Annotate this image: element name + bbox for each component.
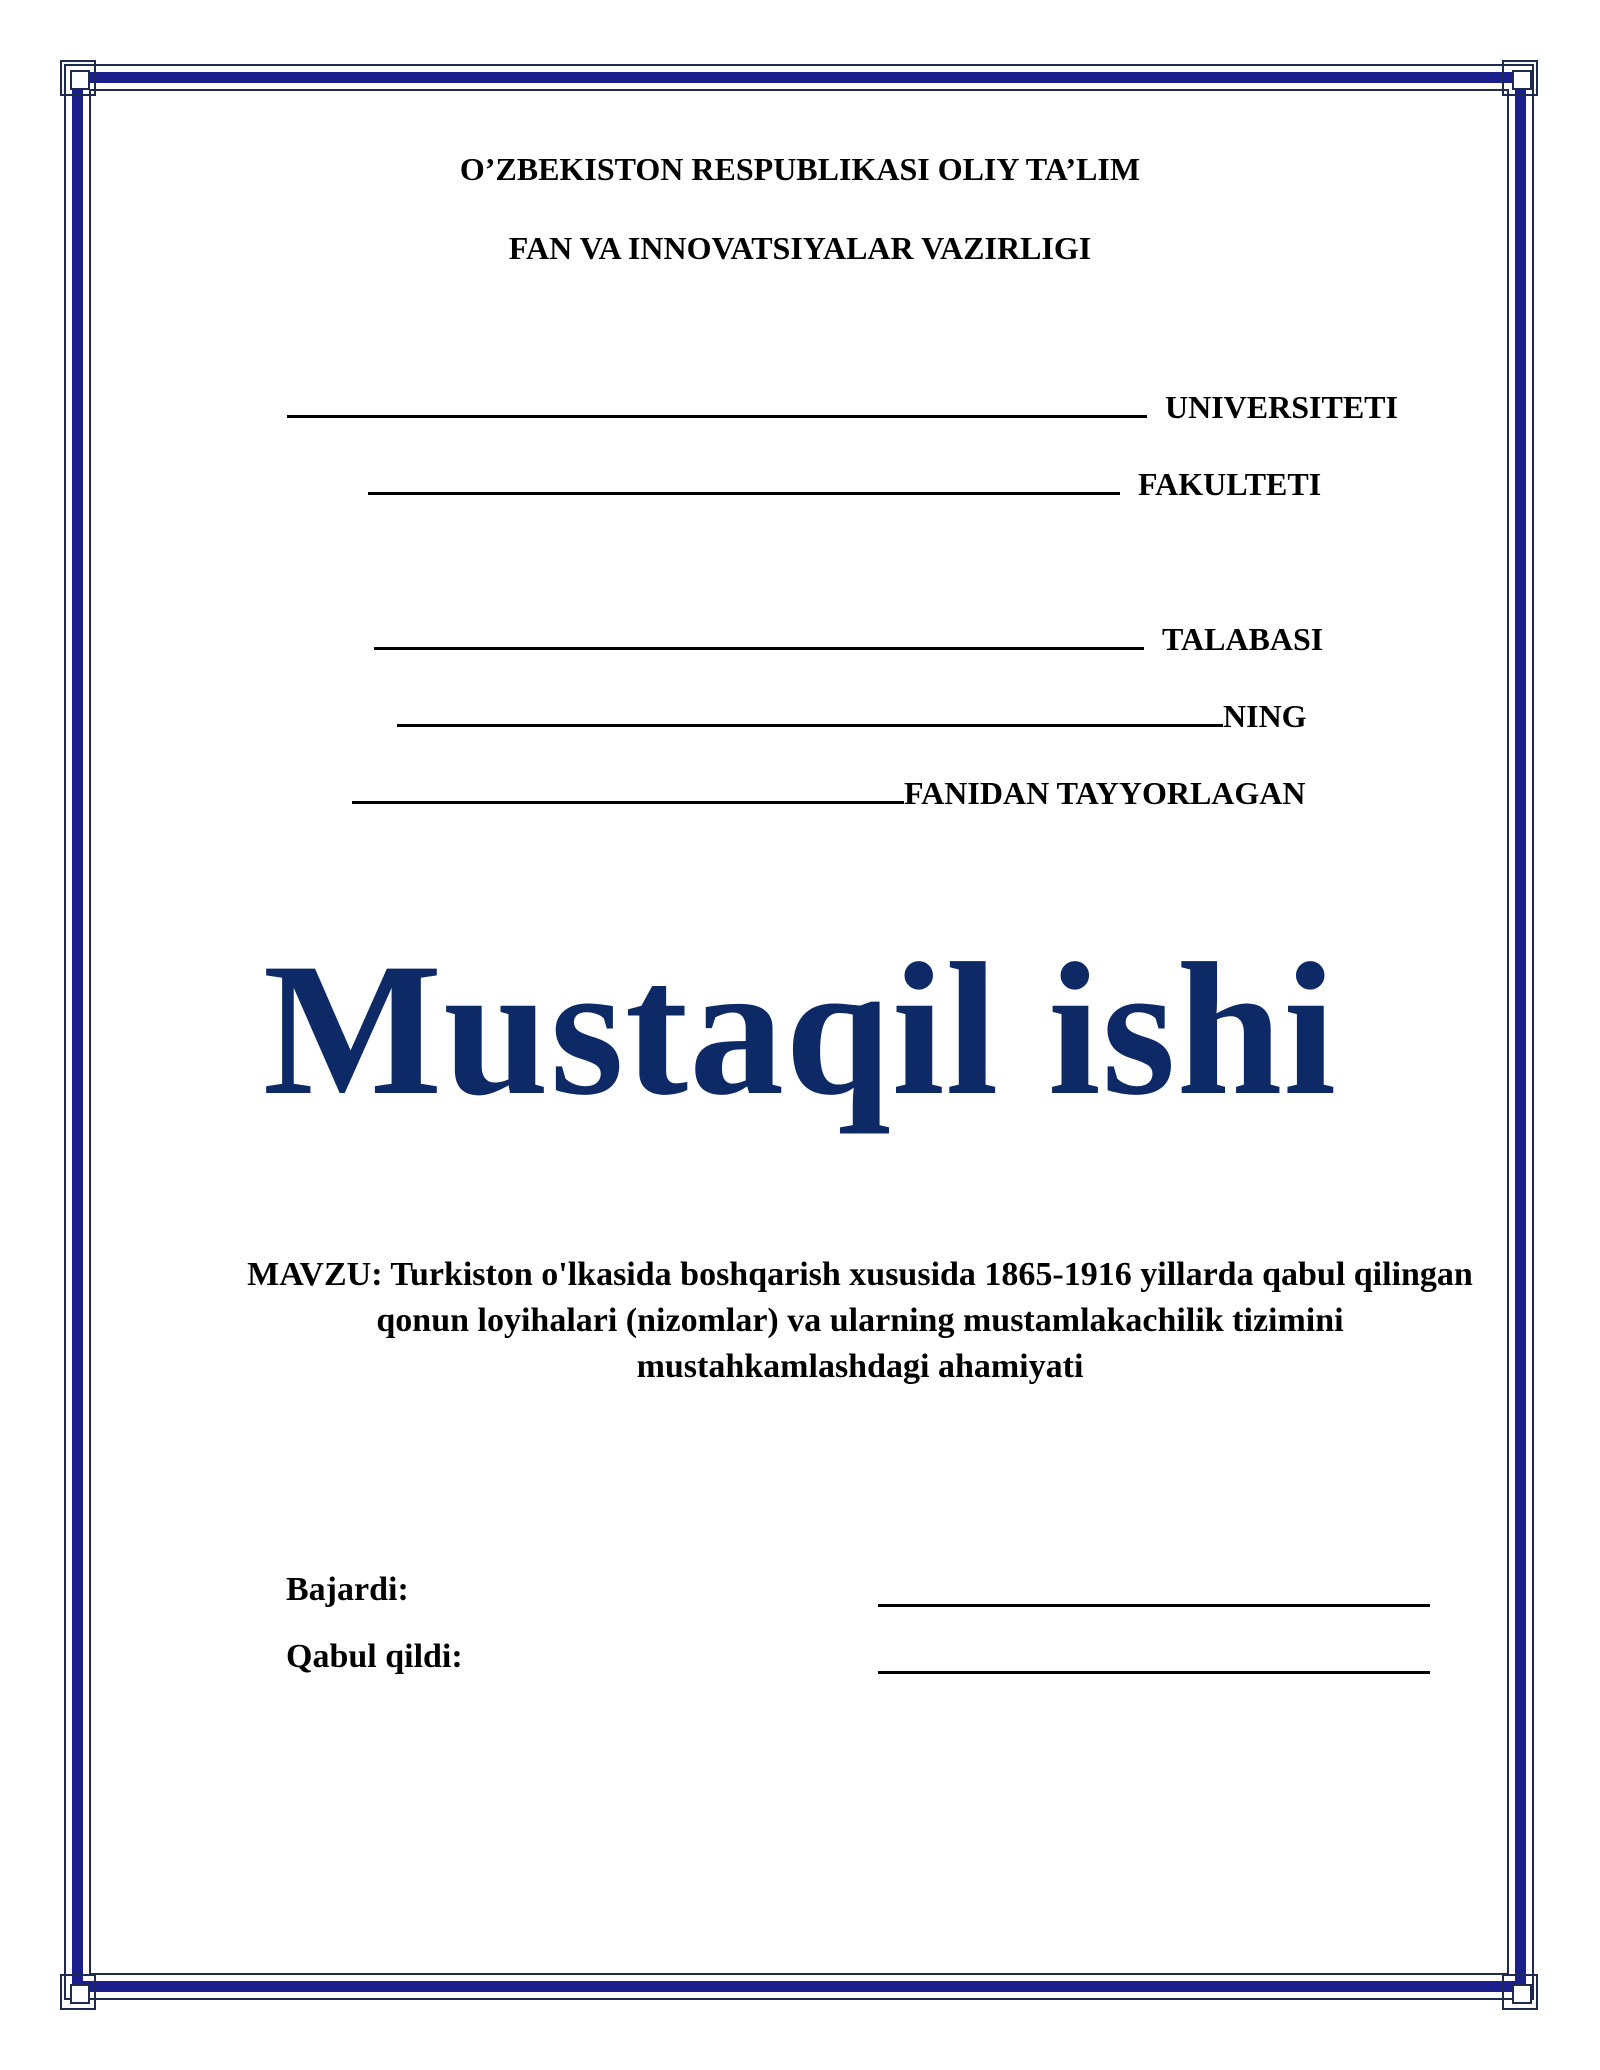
topic-text: MAVZU: Turkiston o'lkasida boshqarish xususida 1865-1916 yillarda qabul qilingan qonun loyihalari (nizomlar) va ularning mustamlakachilik tizimini mustahkamlashdagi ahamiyati <box>247 1256 1473 1385</box>
corner-ornament-top-right <box>1502 60 1538 96</box>
done-by-signature-line[interactable] <box>878 1604 1430 1607</box>
subject-blank[interactable] <box>352 771 904 804</box>
ning-blank[interactable] <box>397 694 1223 727</box>
corner-ornament-top-left <box>60 60 96 96</box>
university-label: UNIVERSITETI <box>1165 389 1398 425</box>
student-field <box>374 617 1323 655</box>
subject-field <box>352 771 1306 809</box>
ning-label: NING <box>1223 698 1307 734</box>
ministry-line-2: FAN VA INNOVATSIYALAR VAZIRLIGI <box>508 230 1092 266</box>
accepted-by-signature-line[interactable] <box>878 1671 1430 1674</box>
student-blank[interactable] <box>374 617 1144 650</box>
subject-label: FANIDAN TAYYORLAGAN <box>904 775 1306 811</box>
document-title: Mustaqil ishi <box>262 925 1338 1135</box>
faculty-field <box>368 462 1321 500</box>
ning-field <box>397 694 1307 732</box>
corner-ornament-bottom-left <box>60 1974 96 2010</box>
university-field <box>287 385 1398 423</box>
accepted-by-label: Qabul qildi: <box>286 1638 463 1675</box>
corner-ornament-bottom-right <box>1502 1974 1538 2010</box>
university-blank[interactable] <box>287 385 1147 418</box>
ministry-line-1: O’ZBEKISTON RESPUBLIKASI OLIY TA’LIM <box>459 151 1141 187</box>
faculty-label: FAKULTETI <box>1138 466 1322 502</box>
student-label: TALABASI <box>1162 621 1324 657</box>
done-by-label: Bajardi: <box>286 1571 409 1608</box>
faculty-blank[interactable] <box>368 462 1120 495</box>
